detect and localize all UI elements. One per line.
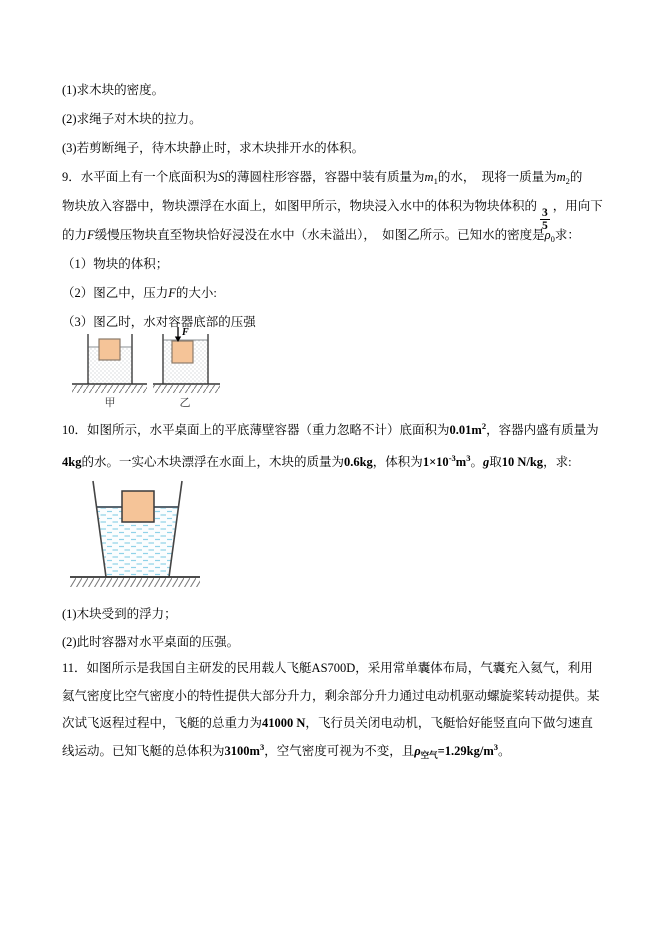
value-air-density: =1.29kg/m (437, 743, 494, 758)
q9-section (62, 163, 603, 337)
var-rho-air-sub: 空气 (420, 749, 438, 760)
q9-l2-run: ，用向下 (552, 199, 603, 213)
value-volume-exp: -3 (448, 453, 456, 463)
q11-text-line-2: 氦气密度比空气密度小的特性提供大部分升力，剩余部分升力通过电动机驱动螺旋桨转动提供。某 (62, 688, 600, 703)
value-water-mass: 4kg (62, 455, 82, 469)
container-jia (72, 334, 147, 409)
fraction-three-fifths (540, 207, 550, 232)
var-m2: m (556, 170, 566, 184)
q9-figure-svg (68, 326, 233, 412)
q9-figure (68, 326, 233, 417)
q11-l4-run: 。 (498, 743, 511, 758)
q10-figure-svg (64, 478, 206, 598)
ground-hatch (72, 385, 147, 393)
fraction-denominator: 5 (542, 220, 548, 233)
q10-subquestion-2: (2)此时容器对水平桌面的压强。 (62, 635, 240, 649)
q10-text-line-1 (62, 414, 599, 446)
q11-l4-run: ，空气密度可视为不变，且 (264, 743, 415, 758)
q8-subquestion-1: (1)求木块的密度。 (62, 83, 165, 97)
fraction-numerator: 3 (542, 207, 548, 219)
var-m1: m (424, 170, 434, 184)
table-hatch (70, 578, 200, 587)
q9-sub2-run: 的大小: (175, 286, 217, 300)
value-g: 10 N/kg (501, 455, 544, 469)
q8-subquestion-3: (3)若剪断绳子，待木块静止时，求木块排开水的体积。 (62, 141, 365, 155)
q9-l1-run: 的水， 现将一质量为 (437, 170, 557, 184)
q9-l3-run: 的力 (62, 228, 88, 242)
ground-hatch (153, 385, 220, 393)
q9-subquestion-3: （3）图乙时，水对容器底部的压强 (62, 315, 256, 329)
value-base-area-exp: 2 (481, 421, 487, 431)
q10-figure (64, 478, 206, 603)
var-F: F (168, 286, 176, 300)
figure-label-jia: 甲 (104, 397, 116, 409)
q11-text-line-3 (62, 710, 600, 738)
q9-l3-run: 求： (554, 228, 580, 242)
q11-l3-run: ，飞行员关闭电动机，飞艇恰好能竖直向下做匀速直 (305, 716, 593, 730)
q10-subs-section (62, 600, 239, 656)
q11-l4-run: 线运动。已知飞艇的总体积为 (62, 743, 225, 758)
wood-block-floating (122, 491, 154, 522)
q9-l3-run: 缓慢压物块直至物块恰好浸没在水中（水未溢出）， 如图乙所示。已知水的密度是 (94, 228, 545, 242)
q10-l2-run: ，体积为 (372, 455, 423, 469)
var-rho-air: ρ (414, 743, 421, 758)
value-air-density-exp: 3 (493, 741, 499, 752)
value-volume-unit: m (455, 455, 467, 469)
value-total-weight: 41000 N (262, 716, 306, 730)
figure-label-yi: 乙 (179, 397, 191, 409)
var-g: g (482, 455, 490, 469)
force-label: F (182, 327, 189, 338)
q10-l2-run: 的水。一实心木块漂浮在水面上，木块的质量为 (81, 455, 344, 469)
q9-text-line-2 (62, 192, 603, 233)
q11-text-line-1: 11．如图所示是我国自主研发的民用载人飞艇AS700D，采用常单囊体布局，气囊充入氦气，利用 (62, 661, 593, 675)
q9-l1-run: 的 (569, 170, 583, 184)
q10-l2-run: ，求: (543, 455, 572, 469)
container-yi (153, 327, 220, 409)
q9-subquestion-2 (62, 279, 603, 308)
q9-l1-run: 9．水平面上有一个底面积为 (62, 170, 219, 184)
q9-sub2-run: （2）图乙中，压力 (62, 286, 169, 300)
q10-l1-run: 10．如图所示，水平桌面上的平底薄壁容器（重力忽略不计）底面积为 (62, 423, 450, 437)
q10-text-line-2 (62, 446, 599, 478)
q11-section (62, 655, 600, 765)
wood-block-submerged (172, 341, 193, 363)
q8-subquestion-2: (2)求绳子对木块的拉力。 (62, 112, 202, 126)
var-m2-sub: 2 (565, 176, 570, 186)
q10-l2-run: 。 (470, 455, 483, 469)
var-m1-sub: 1 (433, 176, 438, 186)
q10-section (62, 414, 599, 478)
value-total-volume-exp: 3 (259, 741, 265, 752)
q9-l2-run: 物块放入容器中，物块漂浮在水面上，如图甲所示，物块浸入水中的体积为物块体积的 (62, 199, 538, 213)
value-block-volume: 1×10 (422, 455, 449, 469)
wood-block-floating (99, 339, 120, 360)
q11-l3-run: 次试飞返程过程中，飞艇的总重力为 (62, 716, 263, 730)
q9-subquestion-1: （1）物块的体积； (62, 257, 169, 271)
q10-subquestion-1: (1)木块受到的浮力； (62, 607, 177, 621)
var-rho0-sub: 0 (550, 234, 555, 244)
q9-text-line-1 (62, 163, 603, 192)
value-volume-unit-exp: 3 (466, 453, 471, 463)
q10-l1-run: ，容器内盛有质量为 (486, 423, 599, 437)
var-rho0: ρ (544, 228, 551, 242)
var-S: S (218, 170, 225, 184)
value-block-mass: 0.6kg (343, 455, 373, 469)
q8-section (62, 76, 364, 163)
q10-l2-run: 取 (489, 455, 502, 469)
q11-text-line-4 (62, 738, 600, 766)
value-base-area: 0.01m (449, 423, 482, 437)
q9-l1-run: 的薄圆柱形容器，容器中装有质量为 (224, 170, 425, 184)
var-F: F (87, 228, 95, 242)
value-total-volume: 3100m (224, 743, 260, 758)
q9-text-line-3 (62, 221, 603, 250)
